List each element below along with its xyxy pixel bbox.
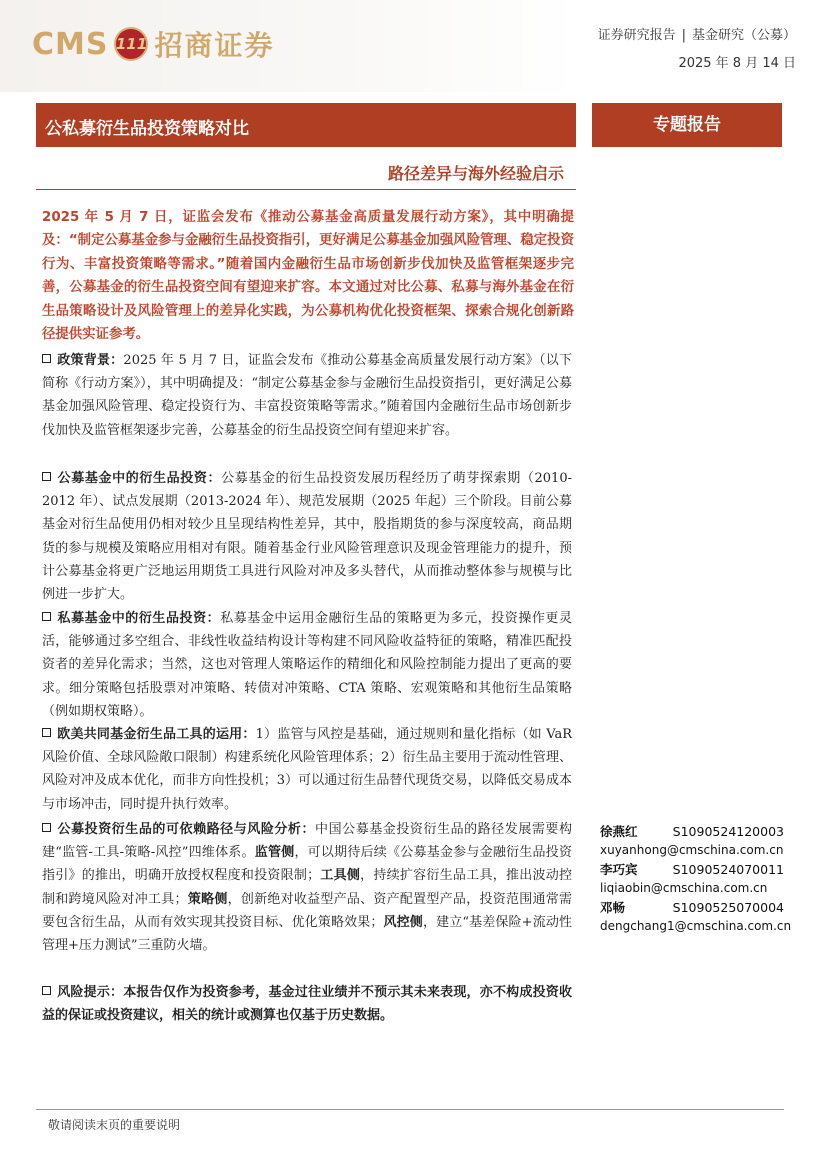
bullet-text: ，创新绝对收益型产品、资产配置型产品，投资范围通常需要包含衍生品，从而有效实现其投资目标、优化策略效果； <box>42 891 572 930</box>
bullet-lead: 欧美共同基金衍生品工具的运用： <box>57 727 256 742</box>
keyword-strategy: 策略侧 <box>187 891 228 907</box>
bullet-box-icon <box>42 354 51 363</box>
keyword-tools: 工具侧 <box>320 868 361 884</box>
abstract: 2025 年 5 月 7 日，证监会发布《推动公募基金高质量发展行动方案》，其中明确提及：“制定公募基金参与金融衍生品投资指引，更好满足公募基金加强风险管理、稳定投资行为、丰富投资策略等需求。”随着国内金融衍生品市场创新步伐加快及监管框架逐步完善，公募基金的衍生品投资空间有望迎来扩容。本文通过对比公募、私募与海外基金在衍生品策略设计及风险管理上的差异化实践，为公募机构优化投资框架、探索合规化创新路径提供实证参考。 <box>42 210 574 343</box>
bullet-text: ，持续扩容衍生品工具，推出波动控制和跨境风险对冲工具； <box>42 868 572 907</box>
analyst-list <box>600 822 792 936</box>
bullet-text: 2025 年 5 月 7 日，证监会发布《推动公募基金高质量发展行动方案》（以下简称《行动方案》），其中明确提及：“制定公募基金参与金融衍生品投资指引，更好满足公募基金加强风险管理、稳定投资行为、丰富投资策略等需求。”随着国内金融衍生品市场创新步伐加快及监管框架逐步完善，公募基金的衍生品投资空间有望迎来扩容。 <box>42 353 572 438</box>
bullet-text: ，可以期待后续《公募基金参与金融衍生品投资指引》的推出，明确开放授权程度和投资限制； <box>42 845 572 884</box>
analyst-id: S1090524070011 <box>672 862 784 877</box>
logo-cms-text: CMS <box>32 26 109 62</box>
analyst-id: S1090525070004 <box>672 900 784 915</box>
logo-badge-icon: 111 <box>114 27 148 61</box>
bullet-box-icon <box>42 823 51 832</box>
bullet-lead: 公募投资衍生品的可依赖路径与风险分析： <box>57 822 316 837</box>
bullet-text: 中国公募基金投资衍生品的路径发展需要构建“监管-工具-策略-风控”四维体系。 <box>42 822 572 861</box>
header-separator: | <box>681 28 686 43</box>
company-logo <box>32 22 275 66</box>
analyst-id: S1090524120003 <box>672 824 784 839</box>
bullet-box-icon <box>42 986 51 995</box>
analyst-name: 徐燕红 <box>600 824 638 839</box>
bullet-box-icon <box>42 728 51 737</box>
bullet-overseas <box>42 723 572 816</box>
report-category: 基金研究（公募） <box>691 28 796 43</box>
analyst-entry <box>600 898 792 936</box>
analyst-entry <box>600 860 784 898</box>
bullet-policy <box>42 349 572 442</box>
footer-divider <box>36 1109 784 1110</box>
keyword-risk-control: 风控侧 <box>383 914 423 930</box>
bullet-text: ，建立“基差保险+流动性管理+压力测试”三重防火墙。 <box>42 914 572 954</box>
bullet-lead: 政策背景： <box>57 353 124 368</box>
analyst-email[interactable]: xuyanhong@cmschina.com.cn <box>600 843 784 857</box>
side-label: 专题报告 <box>653 115 721 135</box>
report-title: 公私募衍生品投资策略对比 <box>45 119 249 139</box>
report-date: 2025 年 8 月 14 日 <box>678 56 796 71</box>
bullet-lead: 公募基金中的衍生品投资： <box>57 471 222 486</box>
analyst-entry <box>600 822 784 860</box>
bullet-private-fund <box>42 607 572 723</box>
report-subtitle: 路径差异与海外经验启示 <box>387 164 564 183</box>
subtitle-divider <box>36 189 576 190</box>
bullet-text: 私募基金中运用金融衍生品的策略更为多元，投资操作更灵活，能够通过多空组合、非线性收益结构设计等构建不同风险收益特征的策略，精准匹配投资者的差异化需求；当然，这也对管理人策略运作的精细化和风险控制能力提出了更高的要求。细分策略包括股票对冲策略、转债对冲策略、CTA 策略、宏观策略和其他衍生品策略（例如期权策略）。 <box>42 611 572 719</box>
footer-note: 敬请阅读末页的重要说明 <box>48 1118 181 1132</box>
keyword-regulation: 监管侧 <box>254 845 295 861</box>
analyst-name: 李巧宾 <box>600 862 638 877</box>
bullet-box-icon <box>42 472 51 481</box>
analyst-name: 邓畅 <box>600 900 626 915</box>
bullet-box-icon <box>42 612 51 621</box>
bullet-risk-warning <box>42 981 572 1027</box>
bullet-path-analysis <box>42 818 572 957</box>
bullet-text: 1）监管与风控是基础，通过规则和量化指标（如 VaR 风险价值、全球风险敞口限制）构建系统化风险管理体系；2）衍生品主要用于流动性管理、风险对冲及成本优化，而非方向性投机；3）可以通过衍生品替代现货交易，以降低交易成本与市场冲击，同时提升执行效率。 <box>42 727 572 812</box>
analyst-email[interactable]: dengchang1@cmschina.com.cn <box>600 919 792 933</box>
bullet-text: 公募基金的衍生品投资发展历程经历了萌芽探索期（2010-2012 年）、试点发展期（2013-2024 年）、规范发展期（2025 年起）三个阶段。目前公募基金对衍生品使用仍相对较少且呈现结构性差异，其中，股指期货的参与深度较高，商品期货的参与规模及策略应用相对有限。随着基金行业风险管理意识及现金管理能力的提升，预计公募基金将更广泛地运用期货工具进行风险对冲及多头替代，从而推动整体参与规模与比例进一步扩大。 <box>42 471 572 603</box>
bullet-public-fund <box>42 467 572 606</box>
header-meta <box>598 24 796 71</box>
analyst-email[interactable]: liqiaobin@cmschina.com.cn <box>600 881 768 895</box>
risk-warning: 风险提示：本报告仅作为投资参考，基金过往业绩并不预示其未来表现，亦不构成投资收益的保证或投资建议，相关的统计或测算也仅基于历史数据。 <box>42 985 572 1024</box>
report-type: 证券研究报告 <box>597 28 676 43</box>
logo-chinese-name: 招商证券 <box>154 29 275 62</box>
bullet-lead: 私募基金中的衍生品投资： <box>57 611 221 626</box>
